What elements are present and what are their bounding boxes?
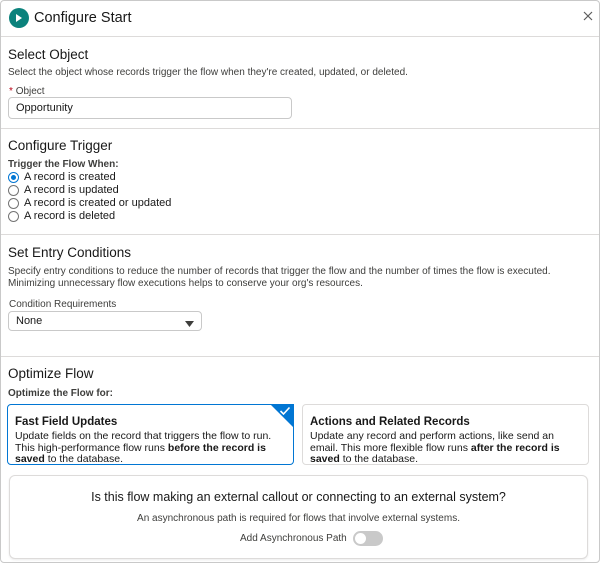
object-value: Opportunity	[16, 102, 73, 114]
fast-field-updates-card[interactable]	[7, 404, 294, 465]
configure-trigger-section	[1, 129, 599, 235]
card-desc-text: to the database.	[339, 453, 419, 465]
card-desc-text: Update fields on the record that triggers the flow to run. This high-performance flow runs	[15, 430, 272, 454]
checkmark-icon	[279, 405, 291, 419]
callout-description: An asynchronous path is required for flows that involve external systems.	[137, 513, 460, 524]
radio-label: A record is created	[24, 171, 116, 183]
object-input[interactable]	[8, 97, 292, 119]
radio-button[interactable]	[8, 185, 19, 196]
section-description: Select the object whose records trigger the flow when they're created, updated, or deleted.	[8, 67, 408, 78]
card-desc-bold: before the record is saved	[15, 441, 266, 465]
trigger-option-deleted[interactable]	[8, 210, 115, 222]
radio-label: A record is created or updated	[24, 197, 172, 209]
async-path-toggle-row	[240, 531, 383, 545]
toggle-knob	[355, 533, 366, 544]
object-field-label	[9, 86, 45, 97]
section-description: Specify entry conditions to reduce the number of records that trigger the flow and the number of times the flow is executed. Minimizing unnecessary flow executions helps to conserve your org's resources.	[8, 266, 551, 289]
condition-field-label: Condition Requirements	[9, 299, 117, 310]
trigger-option-created[interactable]	[8, 171, 116, 183]
chevron-down-icon	[185, 318, 194, 330]
condition-value: None	[16, 315, 43, 327]
close-icon[interactable]	[581, 9, 595, 23]
async-path-toggle[interactable]	[353, 531, 383, 546]
actions-related-records-card[interactable]	[302, 404, 589, 465]
radio-button[interactable]	[8, 198, 19, 209]
modal-title: Configure Start	[34, 10, 132, 26]
required-marker: *	[9, 86, 13, 97]
callout-question: Is this flow making an external callout or connecting to an external system?	[91, 490, 506, 504]
play-icon	[9, 8, 29, 28]
card-desc-text: Update any record and perform actions, like send an email. This more flexible flow runs	[310, 430, 554, 454]
optimize-flow-section	[1, 357, 599, 563]
section-title: Optimize Flow	[8, 366, 94, 381]
section-title: Select Object	[8, 47, 89, 62]
select-object-section	[1, 38, 599, 129]
object-label-text: Object	[15, 86, 45, 97]
card-desc-text: to the database.	[44, 453, 124, 465]
card-title: Fast Field Updates	[15, 416, 118, 428]
modal-header	[1, 1, 599, 37]
entry-conditions-section	[1, 235, 599, 357]
card-description	[15, 431, 287, 466]
trigger-option-created-or-updated[interactable]	[8, 197, 171, 209]
radio-button-checked[interactable]	[8, 172, 19, 183]
optimize-subtitle: Optimize the Flow for:	[8, 388, 113, 399]
radio-label: A record is deleted	[24, 210, 116, 222]
card-description	[310, 431, 565, 466]
card-desc-bold: after the record is saved	[310, 441, 560, 465]
toggle-label: Add Asynchronous Path	[240, 532, 347, 544]
trigger-option-updated[interactable]	[8, 184, 119, 196]
card-title: Actions and Related Records	[310, 416, 470, 428]
radio-label: A record is updated	[24, 184, 119, 196]
condition-requirements-select[interactable]	[8, 311, 202, 331]
trigger-subtitle: Trigger the Flow When:	[8, 159, 119, 170]
section-title: Configure Trigger	[8, 138, 113, 153]
section-title: Set Entry Conditions	[8, 245, 132, 260]
async-path-callout	[9, 475, 588, 559]
radio-button[interactable]	[8, 211, 19, 222]
